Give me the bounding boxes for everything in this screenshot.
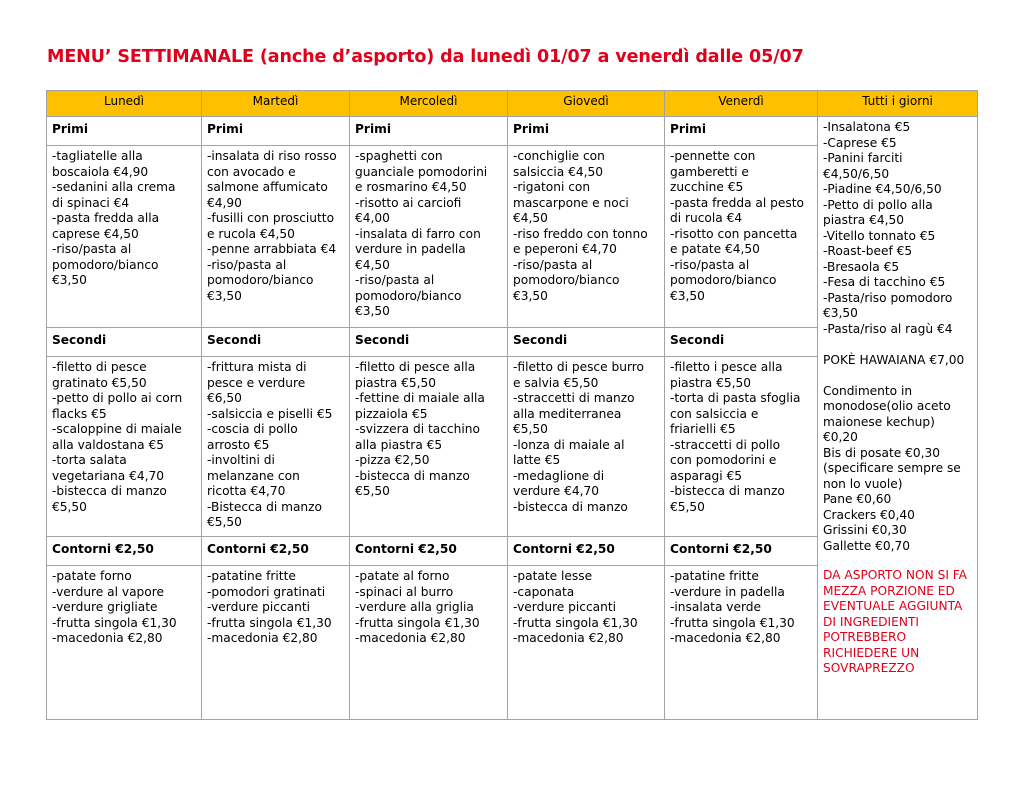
section-label-primi-thursday: Primi [508,117,665,146]
items-contorni-monday: -patate forno -verdure al vapore -verdure grigliate -frutta singola €1,30 -macedonia €2,80 [47,566,202,720]
day-header-wednesday: Mercoledì [350,91,508,117]
items-secondi-wednesday: -filetto di pesce alla piastra €5,50 -fettine di maiale alla pizzaiola €5 -svizzera di tacchino alla piastra €5 -pizza €2,50 -bistecca di manzo €5,50 [350,357,508,537]
items-secondi-friday: -filetto i pesce alla piastra €5,50 -torta di pasta sfoglia con salsiccia e friarielli €5 -straccetti di pollo con pomodorini e asparagi €5 -bistecca di manzo €5,50 [665,357,818,537]
section-label-secondi-wednesday: Secondi [350,328,508,357]
items-contorni-friday: -patatine fritte -verdure in padella -insalata verde -frutta singola €1,30 -macedonia €2,80 [665,566,818,720]
section-label-primi-friday: Primi [665,117,818,146]
items-contorni-tuesday: -patatine fritte -pomodori gratinati -verdure piccanti -frutta singola €1,30 -macedonia €2,80 [202,566,350,720]
section-label-contorni-wednesday: Contorni €2,50 [350,537,508,566]
items-secondi-tuesday: -frittura mista di pesce e verdure €6,50 -salsiccia e piselli €5 -coscia di pollo arrosto €5 -involtini di melanzane con ricotta €4,70 -Bistecca di manzo €5,50 [202,357,350,537]
items-primi-tuesday: -insalata di riso rosso con avocado e salmone affumicato €4,90 -fusilli con prosciutto e rucola €4,50 -penne arrabbiata €4 -riso/pasta al pomodoro/bianco €3,50 [202,146,350,328]
day-header-monday: Lunedì [47,91,202,117]
items-contorni-wednesday: -patate al forno -spinaci al burro -verdure alla griglia -frutta singola €1,30 -macedonia €2,80 [350,566,508,720]
section-label-primi-tuesday: Primi [202,117,350,146]
items-primi-wednesday: -spaghetti con guanciale pomodorini e rosmarino €4,50 -risotto ai carciofi €4,00 -insalata di farro con verdure in padella €4,50 -riso/pasta al pomodoro/bianco €3,50 [350,146,508,328]
items-secondi-monday: -filetto di pesce gratinato €5,50 -petto di pollo ai corn flacks €5 -scaloppine di maiale alla valdostana €5 -torta salata vegetariana €4,70 -bistecca di manzo €5,50 [47,357,202,537]
section-label-contorni-tuesday: Contorni €2,50 [202,537,350,566]
section-label-secondi-tuesday: Secondi [202,328,350,357]
section-label-primi-monday: Primi [47,117,202,146]
day-header-tuesday: Martedì [202,91,350,117]
section-label-contorni-friday: Contorni €2,50 [665,537,818,566]
section-header-row-primi [47,117,978,146]
items-secondi-thursday: -filetto di pesce burro e salvia €5,50 -straccetti di manzo alla mediterranea €5,50 -lonza di maiale al latte €5 -medaglione di verdure €4,70 -bistecca di manzo [508,357,665,537]
page-title: MENU’ SETTIMANALE (anche d’asporto) da lunedì 01/07 a venerdì dalle 05/07 [47,47,804,67]
section-label-secondi-thursday: Secondi [508,328,665,357]
items-primi-thursday: -conchiglie con salsiccia €4,50 -rigatoni con mascarpone e noci €4,50 -riso freddo con tonno e peperoni €4,70 -riso/pasta al pomodoro/bianco €3,50 [508,146,665,328]
items-primi-monday: -tagliatelle alla boscaiola €4,90 -sedanini alla crema di spinaci €4 -pasta fredda alla caprese €4,50 -riso/pasta al pomodoro/bianco €3,50 [47,146,202,328]
section-label-secondi-friday: Secondi [665,328,818,357]
day-header-friday: Venerdì [665,91,818,117]
section-label-primi-wednesday: Primi [350,117,508,146]
takeaway-note: DA ASPORTO NON SI FA MEZZA PORZIONE ED EVENTUALE AGGIUNTA DI INGREDIENTI POTREBBERO RICHIEDERE UN SOVRAPREZZO [823,568,968,675]
items-primi-friday: -pennette con gamberetti e zucchine €5 -pasta fredda al pesto di rucola €4 -risotto con pancetta e patate €4,50 -riso/pasta al pomodoro/bianco €3,50 [665,146,818,328]
section-label-secondi-monday: Secondi [47,328,202,357]
section-label-contorni-monday: Contorni €2,50 [47,537,202,566]
day-header-row [47,91,978,117]
day-header-thursday: Giovedì [508,91,665,117]
all-days-list: -Insalatona €5 -Caprese €5 -Panini farciti €4,50/6,50 -Piadine €4,50/6,50 -Petto di pollo alla piastra €4,50 -Vitello tonnato €5 -Roast-beef €5 -Bresaola €5 -Fesa di tacchino €5 -Pasta/riso pomodoro €3,50 -Pasta/riso al ragù €4 POKÈ HAWAIANA €7,00 Condimento in monodose(olio aceto maionese kechup) €0,20 Bis di posate €0,30 (specificare sempre se non lo vuole) Pane €0,60 Crackers €0,40 Grissini €0,30 Gallette €0,70 [823,120,965,553]
all-days-cell [818,117,978,720]
items-contorni-thursday: -patate lesse -caponata -verdure piccanti -frutta singola €1,30 -macedonia €2,80 [508,566,665,720]
section-label-contorni-thursday: Contorni €2,50 [508,537,665,566]
weekly-menu-table [46,90,978,720]
day-header-all-days: Tutti i giorni [818,91,978,117]
